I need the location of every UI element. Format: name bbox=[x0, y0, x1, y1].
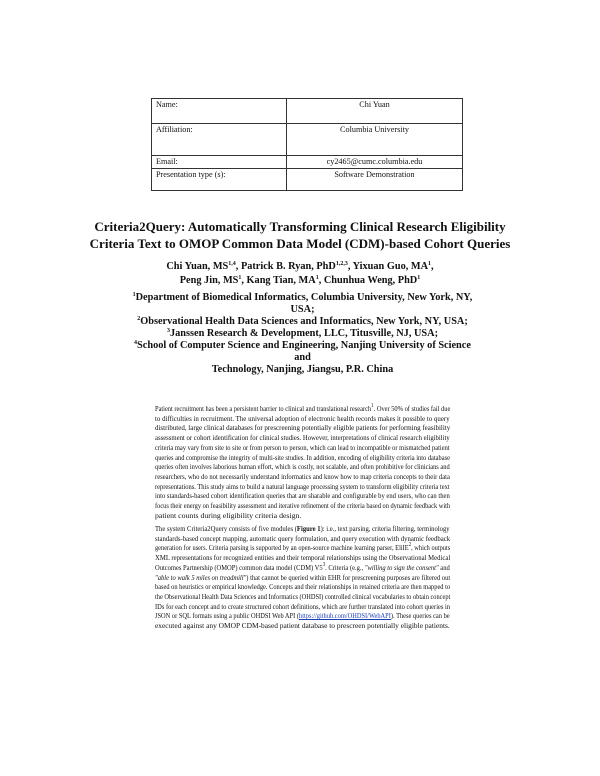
text-line: distributed, large clinical databases for prescreening potentially eligible patients for performing feasibility bbox=[155, 423, 451, 433]
table-row bbox=[152, 169, 463, 191]
body-paragraph-1 bbox=[155, 404, 450, 520]
affiliation-line: $^4$School of Computer Science and Engineering, Nanjing University of Science and bbox=[134, 340, 471, 363]
affiliation-value: Columbia University bbox=[287, 124, 463, 156]
text-line: to difficulties in recruitment. The universal adoption of electronic health records makes it possible to query bbox=[155, 413, 450, 423]
author-affiliation-sup: 1,4 bbox=[228, 261, 236, 267]
text-line: "able to walk 5 miles on treadmill") that cannot be queried within EHR for prescreening purposes are filtered out bbox=[155, 572, 451, 582]
table-row bbox=[152, 124, 463, 156]
paper-title bbox=[60, 218, 540, 252]
author-name: Yixuan Guo, MA bbox=[352, 261, 429, 272]
text-line: queries and compromise the integrity of multi-site studies. In addition, encoding of eligibility criteria into database bbox=[155, 452, 450, 462]
presentation-type-value: Software Demonstration bbox=[287, 169, 463, 191]
author-name: Patrick B. Ryan, PhD bbox=[240, 261, 336, 272]
webapi-link[interactable]: https://github.com/OHDSI/WebAPI bbox=[298, 611, 391, 621]
affiliation-line: Technology, Nanjing, Jiangsu, P.R. China bbox=[211, 364, 394, 375]
author-list bbox=[100, 260, 500, 288]
affiliation-line: $^2$Observational Health Data Sciences and Informatics, New York, NY, USA; bbox=[137, 316, 468, 327]
text-line: standards-based concept mapping, automatic query formulation, and query execution with dynamic feedback bbox=[155, 533, 451, 543]
author-affiliation-sup: 1 bbox=[417, 275, 421, 281]
text-line: The system Criteria2Query consists of five modules (Figure 1): i.e., text parsing, criteria filtering, terminology bbox=[155, 524, 450, 533]
text-line: IDs for each concept and to create structured cohort definitions, which are further translated into cohort queries in bbox=[155, 601, 451, 611]
affiliation-line: $^3$Janssen Research & Development, LLC, Titusville, NJ, USA; bbox=[166, 328, 438, 339]
author-line-1: Chi Yuan, MS$^{1,4}$, Patrick B. Ryan, PhD$^{1,2,3}$, Yixuan Guo, $MA^1$, bbox=[166, 261, 434, 272]
text-line: executed against any OMOP CDM-based patient database to prescreen potentially eligible patients. bbox=[155, 621, 450, 631]
text-line: the Observational Health Data Sciences and Informatics (OHDSI) controlled clinical vocabularies to obtain concept bbox=[155, 591, 451, 601]
figure-reference: Figure 1 bbox=[296, 524, 321, 533]
author-name: Chi Yuan, MS bbox=[166, 261, 229, 272]
text-line: based on heuristics or empirical knowledge. Concepts and their relationships in retained criteria are then mapped to bbox=[155, 582, 451, 592]
author-name: Chunhua Weng, PhD bbox=[323, 275, 418, 286]
title-line-2: Criteria Text to OMOP Common Data Model (CDM)-based Cohort Queries bbox=[89, 236, 511, 251]
affiliation-list bbox=[130, 292, 475, 376]
table-row bbox=[152, 156, 463, 169]
text-line: Patient recruitment has been a persistent barrier to clinical and translational research$^1$. Over 50% of studies fail due bbox=[155, 403, 451, 413]
author-affiliation-sup: 1 bbox=[428, 261, 432, 267]
author-name: Peng Jin, MS bbox=[179, 275, 239, 286]
text-line: focus their energy on feasibility assessment and iterative refinement of the criteria based on dynamic feedback with bbox=[155, 501, 451, 511]
text-line: assessment or cohort identification for clinical studies. However, interpretations of clinical research eligibility bbox=[155, 433, 450, 443]
text-line: patient counts during eligibility criteria design. bbox=[155, 510, 302, 520]
body-paragraph-2 bbox=[155, 524, 450, 631]
affiliation-label: Affiliation: bbox=[152, 124, 287, 156]
text-line: XML representations for recognized entities and their temporal relationships using the Observational Medical bbox=[155, 553, 451, 563]
author-affiliation-sup: 1,2,3 bbox=[335, 261, 348, 267]
author-affiliation-sup: 1 bbox=[315, 275, 319, 281]
affiliation-line: $^1$Department of Biomedical Informatics, Columbia University, New York, NY, USA; bbox=[132, 292, 473, 315]
author-line-2: Peng Jin, $MS^1$, Kang Tian, $MA^1$, Chunhua Weng, PhD$^1$ bbox=[179, 275, 421, 286]
text-line: generation for users. Criteria parsing is supported by an open-source machine learning parser, EliIE$^2$, which outputs bbox=[155, 542, 451, 553]
text-line: into standards-based cohort identification queries that are sharable and configurable by end users, who can then bbox=[155, 491, 450, 501]
name-label: Name: bbox=[152, 99, 287, 124]
author-affiliation-sup: 1 bbox=[238, 275, 242, 281]
presenter-info-table bbox=[151, 98, 463, 191]
author-name: Kang Tian, MA bbox=[246, 275, 316, 286]
table-row bbox=[152, 99, 463, 124]
email-label: Email: bbox=[152, 156, 287, 169]
title-line-1: Criteria2Query: Automatically Transforming Clinical Research Eligibility bbox=[94, 219, 506, 234]
text-line: criteria may vary from site to site or from person to person, which can lead to incompatible or mismatched patient bbox=[155, 442, 450, 452]
text-line: queries often involves laborious human effort, which is costly, not scalable, and often prohibitive for clinicians and bbox=[155, 462, 450, 472]
text-line: researchers, who do not necessarily understand informatics and know how to map criteria concepts to their data bbox=[155, 471, 450, 481]
text-line: JSON or SQL formats using a public OHDSI Web API (https://github.com/OHDSI/WebAPI). These queries can be bbox=[155, 611, 450, 621]
name-value: Chi Yuan bbox=[287, 99, 463, 124]
text-line: Outcomes Partnership (OMOP) common data model (CDM) $V5^3$. Criteria (e.g., "willing to sign the consent" and bbox=[155, 561, 450, 572]
presentation-type-label: Presentation type (s): bbox=[152, 169, 287, 191]
email-value[interactable]: cy2465@cumc.columbia.edu bbox=[287, 156, 463, 169]
text-line: representations. This study aims to build a natural language processing system to transform eligibility criteria text bbox=[155, 481, 450, 491]
